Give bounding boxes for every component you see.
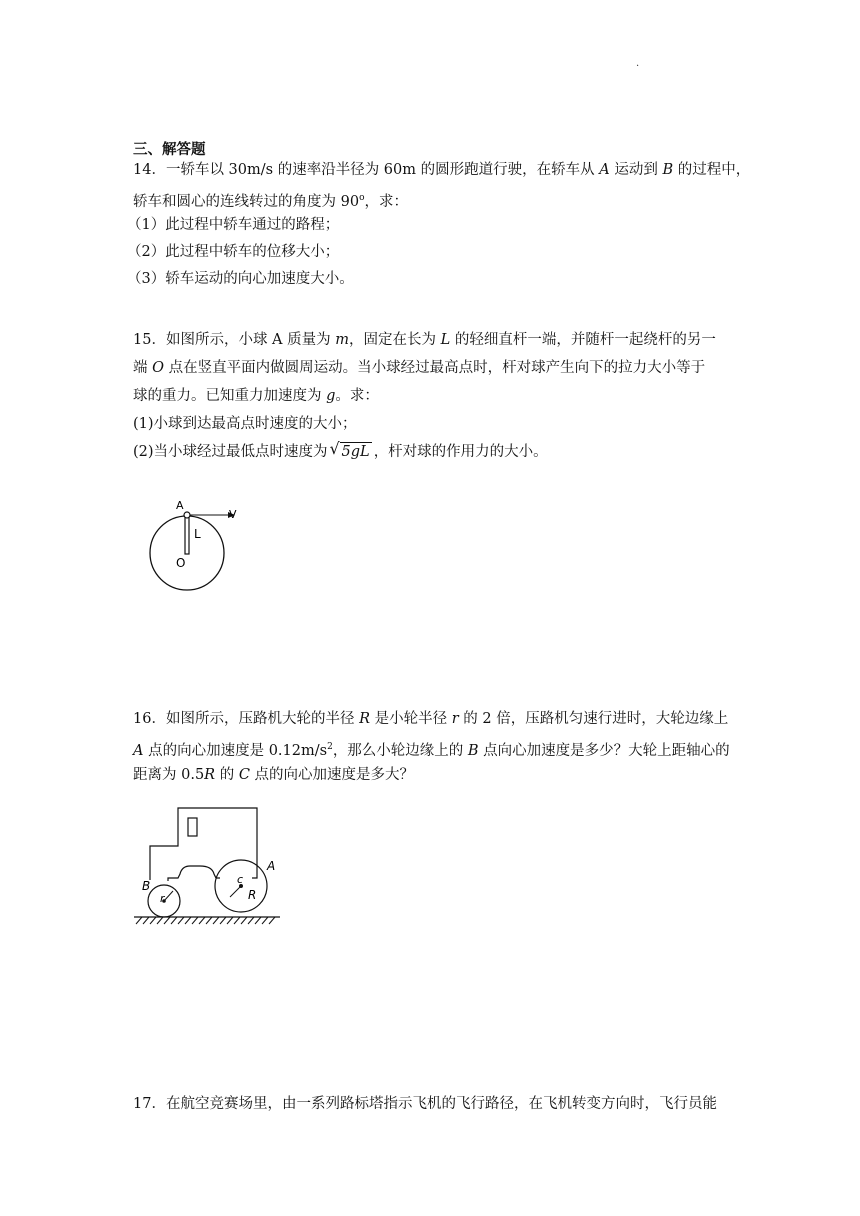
label-o: O [176,556,186,570]
rod [185,516,189,554]
roller-body [150,808,257,880]
q14-line-2: 轿车和圆心的连线转过的角度为 90$^o$，求： [133,193,408,210]
ball-a [184,512,190,518]
label-v: V [229,508,237,521]
label-a: A [176,499,184,512]
q16-figure-road-roller [130,798,290,928]
label-b: B [142,879,151,893]
label-l: L [194,527,201,541]
question-16 [133,705,733,789]
q14-line-1: 14．一轿车以 30m/s 的速率沿半径为 60m 的圆形跑道行驶，在轿车从 A 运动到 B 的过程中， [133,162,751,178]
window [188,818,197,836]
q16-line-3: 距离为 0.5R 的 C 点的向心加速度是多大？ [133,767,415,783]
q14-part-3: （3）轿车运动的向心加速度大小。 [127,271,354,287]
sqrt-expression: √ 5gL [329,439,370,460]
question-17 [133,1090,733,1118]
q17-line-1: 17．在航空竞赛场里，由一系列路标塔指示飞机的飞行路径，在飞机转变方向时，飞行员能 [133,1096,717,1112]
question-14 [127,156,751,293]
q16-line-2: A 点的向心加速度是 $0.12m/s^2$，那么小轮边缘上的 B 点向心加速度是多少？大轮上距轴心的 [133,742,730,759]
small-wheel-radius [164,891,173,901]
q15-figure-circle-rod [140,496,250,596]
label-c: c [237,873,244,886]
header-dot: . [636,58,640,69]
label-r-small: r [160,892,165,905]
q15-line-3: 球的重力。已知重力加速度为 g。求： [133,388,379,404]
large-wheel-radius [230,886,241,897]
label-r-large: R [248,888,257,902]
q16-line-1: 16．如图所示，压路机大轮的半径 R 是小轮半径 r 的 2 倍，压路机匀速行进时，大轮边缘上 [133,711,729,727]
q14-part-2: （2）此过程中轿车的位移大小； [127,244,340,260]
q15-part-1: (1)小球到达最高点时速度的大小； [133,416,357,432]
ground-hatching [136,917,275,924]
q14-part-1: （1）此过程中轿车通过的路程； [127,217,340,233]
section-title: 三、解答题 [133,142,206,158]
q15-line-2: 端 O 点在竖直平面内做圆周运动。当小球经过最高点时，杆对球产生向下的拉力大小等于 [133,360,706,376]
q15-line-1: 15．如图所示，小球 A 质量为 m，固定在长为 L 的轻细直杆一端，并随杆一起绕杆的另一 [133,332,716,348]
question-15 [133,326,733,466]
label-a-point: A [267,859,276,873]
q15-part-2: (2)当小球经过最低点时速度为 √ 5gL ，杆对球的作用力的大小。 [133,438,733,466]
roller-arch [168,866,220,881]
